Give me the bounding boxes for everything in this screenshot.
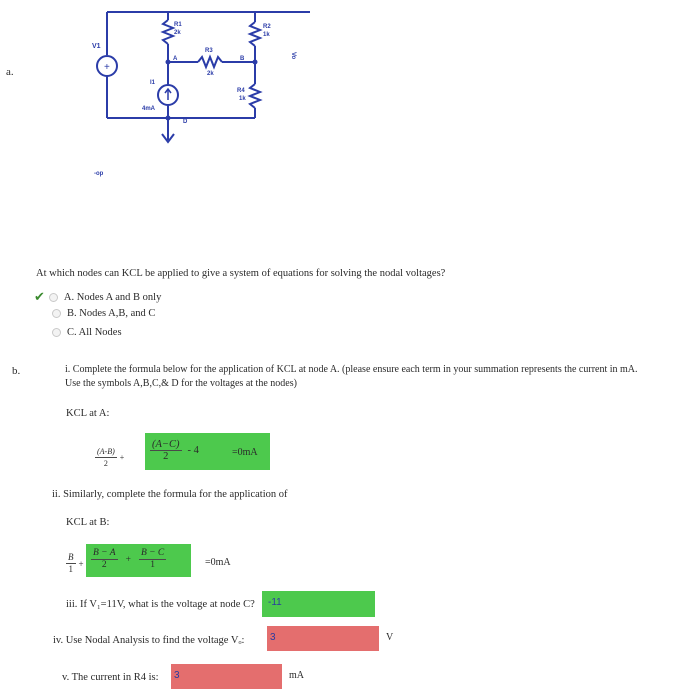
part-b-v-text: v. The current in R4 is: — [62, 672, 159, 683]
label-node-b: B — [240, 56, 245, 62]
vo-unit: V — [386, 632, 394, 643]
r4-current-answer-field[interactable]: 3 — [171, 664, 282, 689]
resistor-r3 — [198, 57, 222, 67]
option-c[interactable]: C. All Nodes — [52, 327, 122, 338]
label-r1-val: 2k — [174, 30, 181, 36]
kcl-b-answer-field[interactable]: $\frac{B - A}{2}$ + $\frac{B - C}{1}$ — [86, 544, 191, 577]
label-r2-val: 1k — [263, 32, 270, 38]
option-b[interactable]: B. Nodes A,B, and C — [52, 308, 155, 319]
label-r3-val: 2k — [207, 71, 214, 77]
correct-check-icon: ✔ — [34, 290, 45, 305]
label-node-d: D — [183, 119, 188, 125]
label-v1: V1 — [92, 43, 101, 50]
label-r3: R3 — [205, 48, 213, 54]
part-a-label: a. — [6, 66, 14, 78]
voltage-vo-answer-field[interactable]: 3 — [267, 626, 379, 651]
label-ground: -op — [94, 171, 104, 177]
kcl-a-label: KCL at A: — [66, 408, 110, 419]
radio-icon[interactable] — [52, 309, 61, 318]
resistor-r2 — [250, 22, 260, 46]
voltage-c-answer-field[interactable]: -11 — [262, 591, 375, 617]
resistor-r4 — [250, 84, 260, 108]
part-b-label: b. — [12, 365, 21, 377]
label-r4-val: 1k — [239, 96, 246, 102]
label-i1-val: 4mA — [142, 106, 156, 112]
radio-icon[interactable] — [52, 328, 61, 337]
part-b-iv-text: iv. Use Nodal Analysis to find the voltage Vₒ: — [53, 635, 245, 646]
label-r2: R2 — [263, 24, 271, 30]
r4-current-unit: mA — [289, 670, 304, 681]
label-r1: R1 — [174, 22, 182, 28]
eq-a-rhs: =0mA — [232, 447, 258, 458]
part-b-i-text: i. Complete the formula below for the application of KCL at node A. (please ensure each term in your summation represents the current in mA. Use the symbols A,B,C,& D for the voltages at the nodes) — [65, 364, 638, 389]
part-b-ii-text: ii. Similarly, complete the formula for the application of — [52, 489, 288, 500]
label-r4: R4 — [237, 88, 245, 94]
eq-a-term-1: $\frac{(A-B)}{2}$ + — [97, 447, 125, 468]
label-i1: I1 — [150, 80, 156, 86]
option-a[interactable]: ✔ A. Nodes A and B only — [34, 290, 162, 305]
circuit-diagram — [80, 0, 310, 185]
eq-b-rhs: =0mA — [205, 557, 231, 568]
label-vo: Vo — [290, 52, 296, 60]
svg-text:+: + — [104, 62, 110, 73]
part-b-iii-text: iii. If V₁=11V, what is the voltage at node C? — [66, 599, 255, 610]
radio-icon[interactable] — [49, 293, 58, 302]
resistor-r1 — [163, 20, 173, 44]
part-a-question: At which nodes can KCL be applied to give a system of equations for solving the nodal voltages? — [36, 268, 446, 279]
kcl-a-answer-field[interactable]: $\frac{(A-C)}{2}$ - 4 — [145, 433, 270, 470]
kcl-b-label: KCL at B: — [66, 517, 110, 528]
label-node-a: A — [173, 56, 178, 62]
eq-b-term-1: $\frac{B}{1}$ + — [68, 552, 84, 574]
